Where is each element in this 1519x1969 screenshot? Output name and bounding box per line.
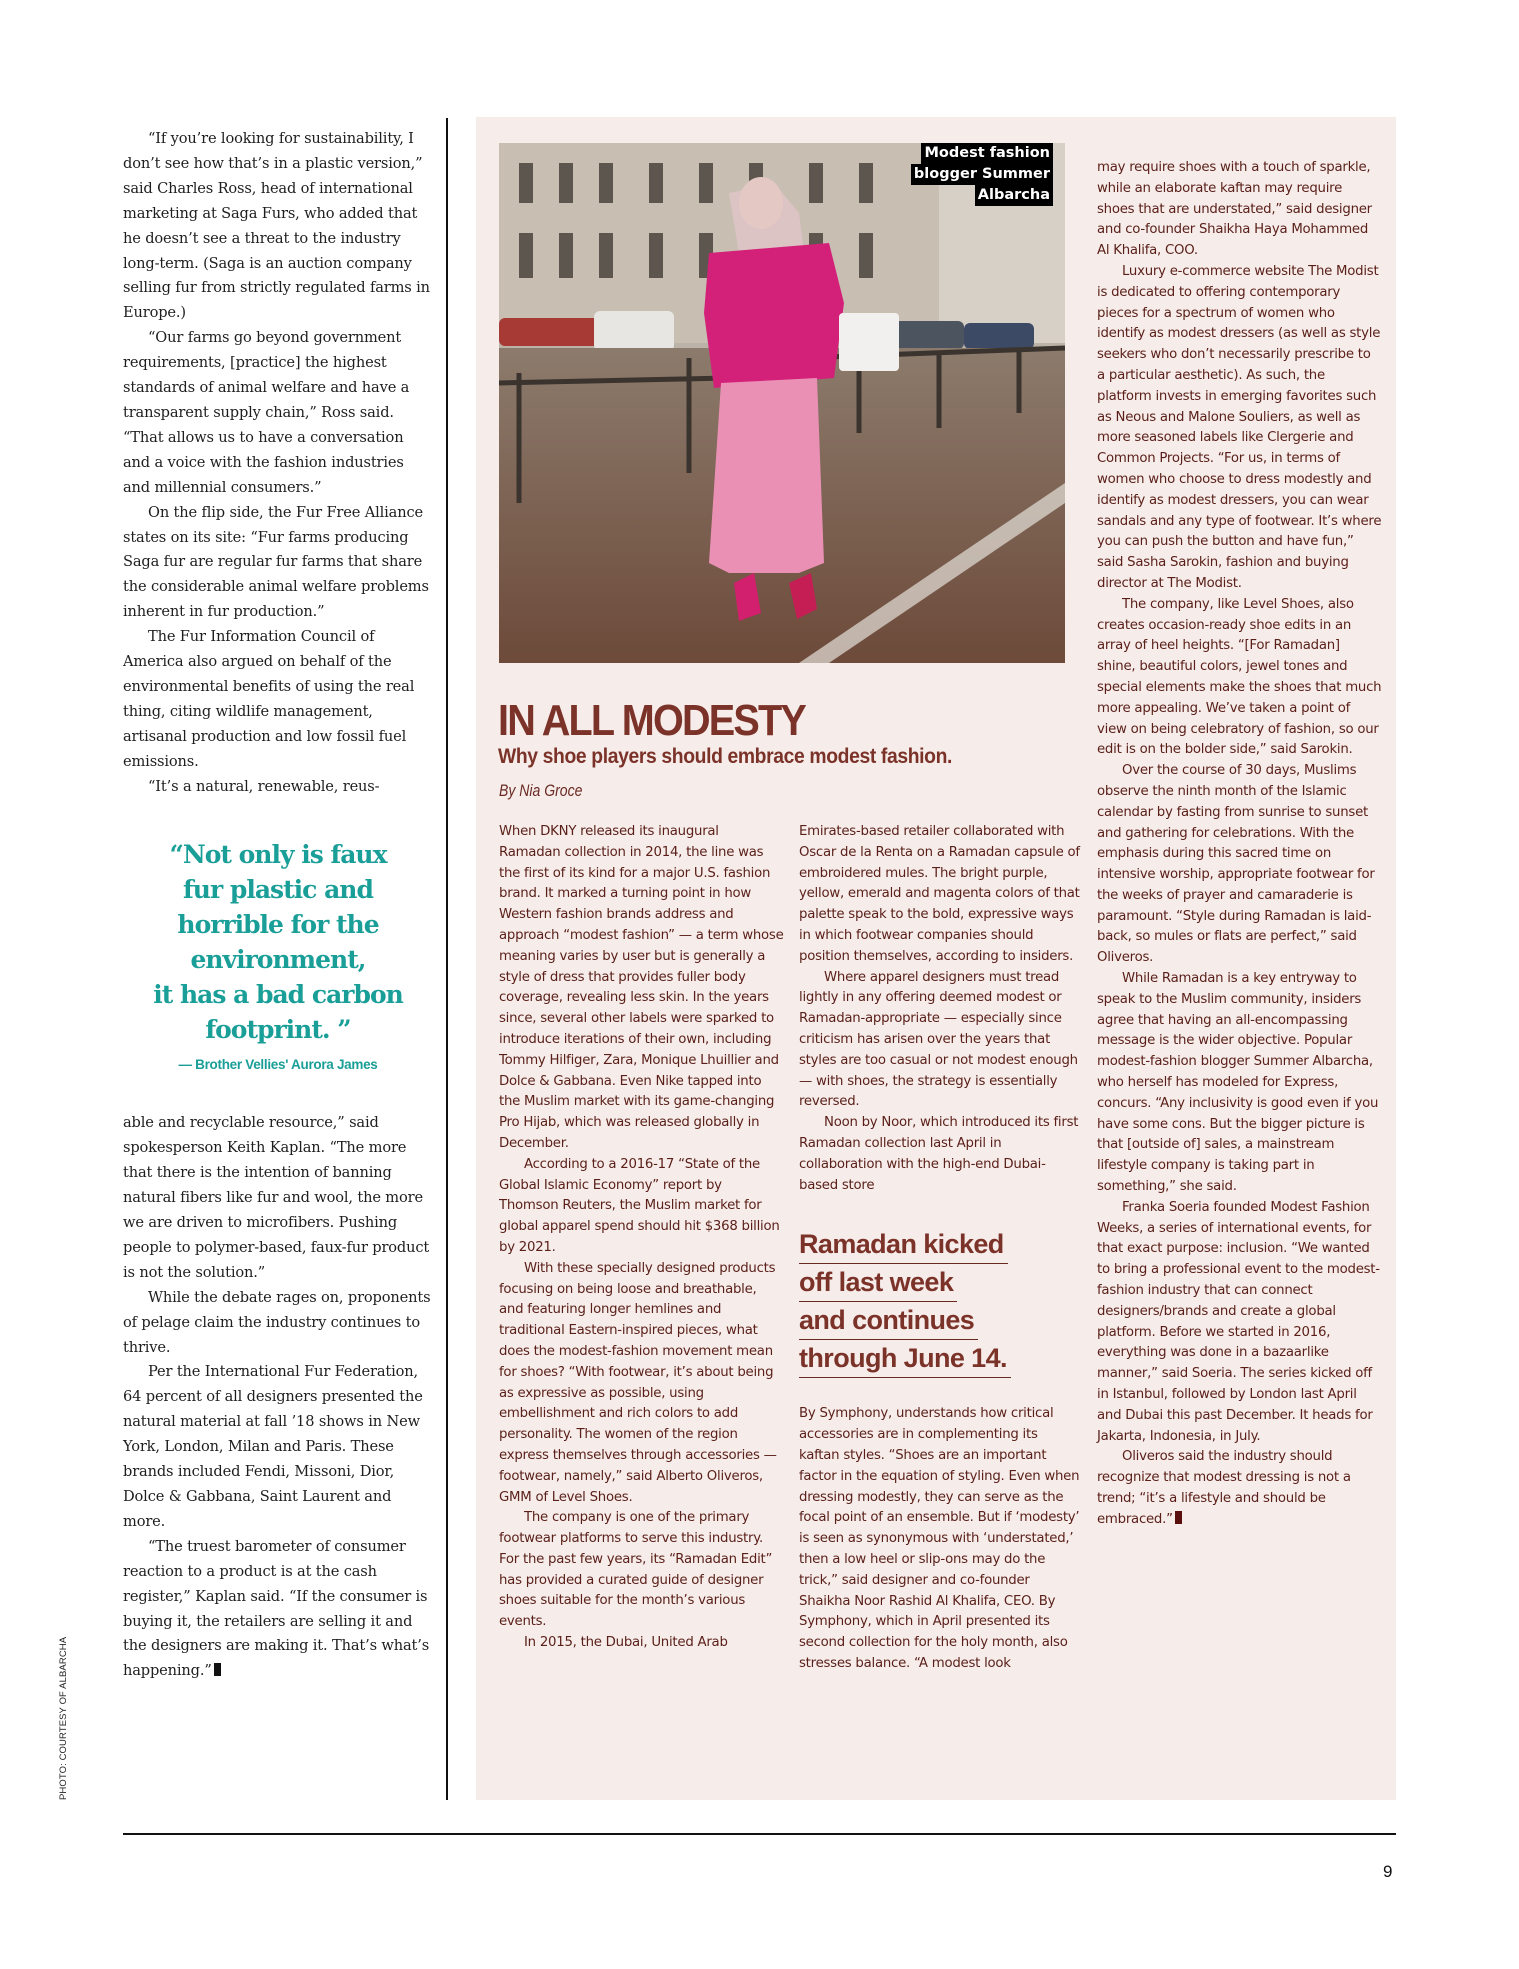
photo-caption-line: Modest fashion bbox=[921, 143, 1053, 164]
body-paragraph: On the flip side, the Fur Free Alliance states on its site: “Fur farms producing Saga fur are regular fur farms that share the considerable animal welfare problems inherent in fur production.” bbox=[123, 503, 429, 621]
end-mark-icon bbox=[1175, 1511, 1182, 1524]
sidebar-column-2 bbox=[799, 822, 1081, 1675]
sidebar-column-3 bbox=[1097, 158, 1382, 1531]
sidebar-column-1 bbox=[499, 822, 784, 1654]
body-paragraph: By Symphony, understands how critical accessories are in complementing its kaftan styles. “Shoes are an important factor in the equation of styling. Even when dressing modestly, they can serve as the focal point of an ensemble. But if ‘modesty’ is seen as synonymous with ‘understated,’ then a low heel or slip-ons may do the trick,” said designer and co-founder Shaikha Noor Rashid Al Khalifa, CEO. By Symphony, which in April presented its second collection for the holy month, also stresses balance. “A modest look bbox=[799, 1406, 1080, 1671]
body-paragraph: Emirates-based retailer collaborated with Oscar de la Renta on a Ramadan capsule of embroidered mules. The bright purple, yellow, emerald and magenta colors of that palette speak to the bold, expressive ways in which footwear companies should position themselves, according to insiders. bbox=[799, 824, 1080, 964]
pull-headline-line: and continues bbox=[799, 1302, 978, 1340]
pull-headline bbox=[799, 1226, 1081, 1378]
body-paragraph: According to a 2016-17 “State of the Global Islamic Economy” report by Thomson Reuters, the Muslim market for global apparel spend should hit $368 billion by 2021. bbox=[499, 1156, 780, 1255]
body-paragraph: When DKNY released its inaugural Ramadan collection in 2014, the line was the first of its kind for a major U.S. fashion brand. It marked a turning point in how Western fashion brands address and approach “modest fashion” — a term whose meaning varies by user but is generally a style of dress that provides fuller body coverage, revealing less skin. In the years since, several other labels were sparked to introduce iterations of their own, including Tommy Hilfiger, Zara, Monique Lhuillier and Dolce & Gabbana. Even Nike tapped into the Muslim market with its game-changing Pro Hijab, which was released globally in December. bbox=[499, 824, 784, 1151]
feature-photo bbox=[499, 143, 1065, 663]
body-paragraph: While the debate rages on, proponents of pelage claim the industry continues to thrive. bbox=[123, 1288, 431, 1356]
end-mark-icon bbox=[214, 1663, 221, 1676]
street-fashion-photo-illustration bbox=[499, 143, 1065, 663]
byline: By Nia Groce bbox=[499, 782, 583, 800]
body-paragraph: Franka Soeria founded Modest Fashion Weeks, a series of international events, for that exact purpose: inclusion. “We wanted to bring a professional event to the modest-fashion industry that can connect designers/brands and create a global platform. Before we started in 2016, everything was done in a bazaarlike manner,” said Soeria. The series kicked off in Istanbul, followed by London last April and Dubai this past December. It heads for Jakarta, Indonesia, in July. bbox=[1097, 1199, 1380, 1444]
body-paragraph-text: Oliveros said the industry should recognize that modest dressing is not a trend; “it’s a lifestyle and should be embraced.” bbox=[1097, 1449, 1351, 1527]
pull-quote-line: horrible for the bbox=[177, 910, 379, 940]
photo-caption bbox=[911, 143, 1053, 206]
pull-headline-line: off last week bbox=[799, 1264, 957, 1302]
body-paragraph: The company, like Level Shoes, also creates occasion-ready shoe edits in an array of heel heights. “[For Ramadan] shine, beautiful colors, jewel tones and special elements make the shoes that much more appealing. We’ve taken a point of view on being celebratory of fashion, so our edit is on the bolder side,” said Sarokin. bbox=[1097, 596, 1382, 758]
body-paragraph: Per the International Fur Federation, 64 percent of all designers presented the natural material at fall ’18 shows in New York, London, Milan and Paris. These brands included Fendi, Missoni, Dior, Dolce & Gabbana, Saint Laurent and more. bbox=[123, 1363, 423, 1530]
page-number: 9 bbox=[1383, 1862, 1393, 1881]
body-paragraph: “Our farms go beyond government requirements, [practice] the highest standards of animal welfare and have a transparent supply chain,” Ross said. “That allows us to have a conversation and a voice with the fashion industries and millennial consumers.” bbox=[123, 329, 410, 496]
pull-headline-line: through June 14. bbox=[799, 1340, 1011, 1378]
body-paragraph: The company is one of the primary footwear platforms to serve this industry. For the past few years, its “Ramadan Edit” has provided a curated guide of designer shoes suitable for the month’s various events. bbox=[499, 1510, 773, 1630]
body-paragraph: Over the course of 30 days, Muslims observe the ninth month of the Islamic calendar by fasting from sunrise to sunset and gathering for celebrations. With the emphasis during this sacred time on intensive worship, appropriate footwear for the weeks of prayer and camaraderie is paramount. “Style during Ramadan is laid-back, so mules or flats are perfect,” said Oliveros. bbox=[1097, 763, 1375, 966]
body-paragraph: Luxury e-commerce website The Modist is dedicated to offering contemporary pieces for a spectrum of women who identify as modest dressers (as well as style seekers who don’t necessarily prescribe to a particular aesthetic). As such, the platform invests in emerging favorites such as Neous and Malone Souliers, as well as more seasoned labels like Clergerie and Common Projects. “For us, in terms of women who choose to dress modestly and identify as modest dressers, you can wear sandals and any type of footwear. It’s where you can push the button and have fun,” said Sasha Sarokin, fashion and buying director at The Modist. bbox=[1097, 263, 1382, 591]
body-paragraph: In 2015, the Dubai, United Arab bbox=[524, 1635, 728, 1651]
body-paragraph: With these specially designed products focusing on being loose and breathable, and featuring longer hemlines and traditional Eastern-inspired pieces, what does the modest-fashion movement mean for shoes? “With footwear, it’s about being as expressive as possible, using embellishment and rich colors to add personality. The women of the region express themselves through accessories — footwear, namely,” said Alberto Oliveros, GMM of Level Shoes. bbox=[499, 1260, 777, 1505]
photo-caption-line: Albarcha bbox=[975, 185, 1053, 206]
pull-quote-line: environment, bbox=[190, 945, 366, 975]
body-paragraph: “It’s a natural, renewable, reus- bbox=[148, 777, 380, 795]
pull-quote-line: footprint. ” bbox=[205, 1015, 351, 1045]
fur-article-column bbox=[123, 127, 433, 1684]
pull-quote-line: it has a bad carbon bbox=[153, 980, 403, 1010]
deck-subtitle: Why shoe players should embrace modest fashion. bbox=[498, 745, 953, 768]
body-paragraph: Where apparel designers must tread lightly in any offering deemed modest or Ramadan-appropriate — especially since criticism has arisen over the years that styles are too casual or not modest enough — with shoes, the strategy is essentially reversed. bbox=[799, 969, 1078, 1110]
body-paragraph: While Ramadan is a key entryway to speak to the Muslim community, insiders agree that having an all-encompassing message is the wider objective. Popular modest-fashion blogger Summer Albarcha, who herself has modeled for Express, concurs. “Any inclusivity is good even if you have some cons. But the bigger picture is that [outside of] sales, a mainstream lifestyle company is taking part in something,” she said. bbox=[1097, 971, 1379, 1195]
pull-quote-line: “Not only is faux bbox=[169, 840, 387, 870]
body-paragraph: The Fur Information Council of America also argued on behalf of the environmental benefits of using the real thing, citing wildlife management, artisanal production and low fossil fuel emissions. bbox=[123, 628, 415, 770]
body-paragraph-final bbox=[1097, 1447, 1382, 1530]
photo-caption-line: blogger Summer bbox=[911, 164, 1053, 185]
body-paragraph-text: “The truest barometer of consumer reaction to a product is at the cash register,” Kaplan said. “If the consumer is buying it, the retailers are selling it and the designers are making it. That’s what’s happening.” bbox=[123, 1537, 430, 1680]
photo-credit: PHOTO: COURTESY OF ALBARCHA bbox=[58, 1636, 69, 1800]
pull-quote bbox=[123, 837, 433, 1078]
column-divider bbox=[446, 118, 448, 1800]
pull-quote-line: fur plastic and bbox=[183, 875, 373, 905]
pull-headline-line: Ramadan kicked bbox=[799, 1226, 1008, 1264]
body-paragraph: may require shoes with a touch of sparkle, while an elaborate kaftan may require shoes that are understated,” said designer and co-founder Shaikha Haya Mohammed Al Khalifa, COO. bbox=[1097, 160, 1372, 259]
body-paragraph: “If you’re looking for sustainability, I don’t see how that’s in a plastic version,” said Charles Ross, head of international marketing at Saga Furs, who added that he doesn’t see a threat to the industry long-term. (Saga is an auction company selling fur from strictly regulated farms in Europe.) bbox=[123, 130, 430, 322]
pull-quote-attribution: — Brother Vellies' Aurora James bbox=[178, 1057, 378, 1073]
footer-rule bbox=[123, 1833, 1396, 1835]
body-paragraph-final bbox=[123, 1535, 433, 1684]
body-paragraph: able and recyclable resource,” said spokesperson Keith Kaplan. “The more that there is the intention of banning natural fibers like fur and wool, the more we are driven to microfibers. Pushing people to polymer-based, faux-fur product is not the solution.” bbox=[123, 1114, 430, 1281]
body-paragraph: Noon by Noor, which introduced its first Ramadan collection last April in collaboration with the high-end Dubai-based store bbox=[799, 1115, 1079, 1193]
headline: IN ALL MODESTY bbox=[498, 696, 806, 745]
